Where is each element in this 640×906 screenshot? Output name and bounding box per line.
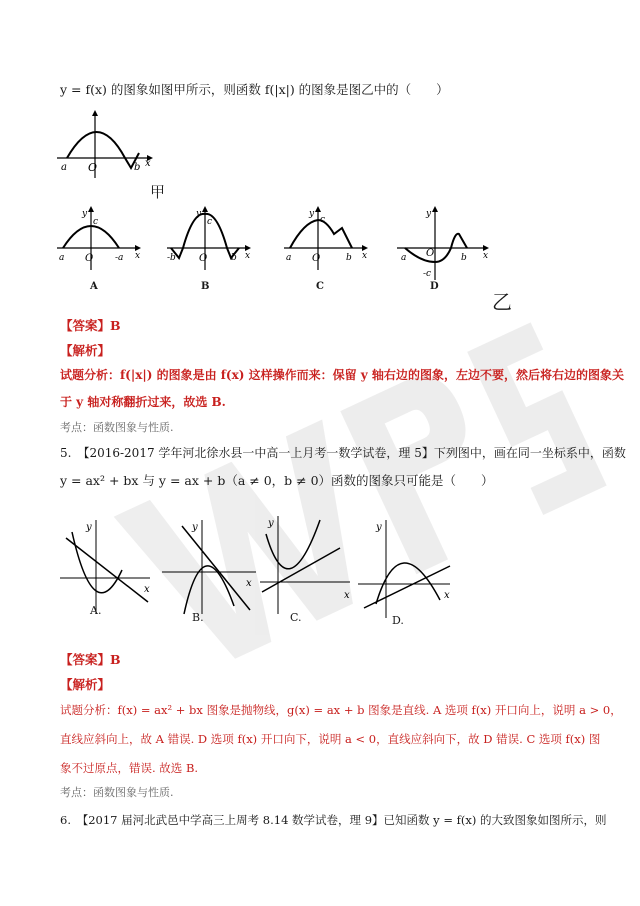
- svg-text:c: c: [320, 215, 326, 225]
- svg-text:a: a: [401, 253, 407, 263]
- svg-text:x: x: [444, 590, 450, 601]
- svg-text:y: y: [309, 209, 315, 219]
- q5-stem-line1: 5. 【2016-2017 学年河北徐水县一中高一上月考一数学试卷，理 5】下列图中，画在同一坐标系中，函数: [60, 446, 626, 460]
- q5-kaodian: 考点：函数图象与性质.: [60, 786, 174, 799]
- option-b-label: B: [201, 281, 210, 292]
- figure-jia: [55, 108, 165, 183]
- q5-analysis-heading: 【解析】: [60, 677, 111, 692]
- q5-analysis-line3: 象不过原点，错误. 故选 B.: [60, 761, 199, 775]
- svg-text:x: x: [344, 590, 350, 601]
- q5-figure-c: [258, 510, 363, 620]
- svg-text:b: b: [231, 253, 237, 263]
- q4-kaodian: 考点：函数图象与性质.: [60, 421, 174, 434]
- q5-option-a: A.: [90, 604, 102, 617]
- svg-text:a: a: [286, 253, 292, 263]
- svg-text:a: a: [59, 253, 65, 263]
- svg-text:c: c: [207, 217, 213, 227]
- jia-b-label: b: [134, 162, 141, 173]
- q4-stem: y = f(x) 的图象如图甲所示，则函数 f(|x|) 的图象是图乙中的（ ）: [60, 82, 449, 97]
- svg-text:-c: -c: [423, 269, 432, 279]
- figure-option-a: [55, 204, 145, 274]
- svg-text:c: c: [93, 217, 99, 227]
- svg-text:y: y: [376, 522, 382, 533]
- q5-option-d: D.: [392, 614, 404, 627]
- q5-stem-line2: y = ax² + bx 与 y = ax + b（a ≠ 0，b ≠ 0）函数的图象只可能是（ ）: [60, 473, 494, 488]
- q5-answer: 【答案】B: [60, 652, 121, 667]
- svg-text:y: y: [86, 522, 92, 533]
- q4-analysis-line2: 于 y 轴对称翻折过来，故选 B.: [60, 395, 226, 409]
- figure-option-d: [395, 204, 495, 284]
- option-c-label: C: [316, 281, 324, 292]
- fig-yi-label: 乙: [492, 290, 512, 314]
- svg-text:x: x: [144, 584, 150, 595]
- svg-text:O: O: [426, 248, 435, 259]
- q6-stem: 6. 【2017 届河北武邑中学高三上周考 8.14 数学试卷，理 9】已知函数 y = f(x) 的大致图象如图所示，则: [60, 813, 607, 827]
- svg-text:x: x: [135, 251, 141, 261]
- q5-figure-a: [58, 510, 163, 620]
- jia-x-label: x: [145, 158, 151, 169]
- svg-text:O: O: [312, 253, 321, 264]
- jia-a-label: a: [61, 162, 67, 173]
- q5-option-c: C.: [290, 611, 302, 624]
- fig-jia-label: 甲: [150, 183, 166, 201]
- svg-text:x: x: [362, 251, 368, 261]
- option-d-label: D: [430, 281, 439, 292]
- q5-option-b: B.: [192, 611, 204, 624]
- svg-text:-b: -b: [167, 253, 176, 263]
- svg-text:y: y: [192, 522, 198, 533]
- svg-text:b: b: [461, 253, 467, 263]
- svg-text:b: b: [346, 253, 352, 263]
- q5-analysis-line1: 试题分析：f(x) = ax² + bx 图象是抛物线，g(x) = ax + b 图象是直线. A 选项 f(x) 开口向上，说明 a > 0，: [60, 703, 622, 717]
- svg-text:x: x: [245, 251, 251, 261]
- q5-analysis-line2: 直线应斜向上，故 A 错误. D 选项 f(x) 开口向下，说明 a < 0，直线应斜向下，故 D 错误. C 选项 f(x) 图: [60, 732, 601, 746]
- svg-text:x: x: [246, 578, 252, 589]
- svg-text:y: y: [268, 518, 274, 529]
- svg-text:x: x: [483, 251, 489, 261]
- option-a-label: A: [90, 281, 98, 292]
- figure-option-b: [165, 204, 255, 274]
- svg-text:O: O: [85, 253, 94, 264]
- svg-text:y: y: [196, 209, 202, 219]
- q4-analysis-line1: 试题分析：f(|x|) 的图象是由 f(x) 这样操作而来：保留 y 轴右边的图象，左边不要，然后将右边的图象关: [60, 368, 624, 382]
- svg-text:y: y: [82, 209, 88, 219]
- q4-analysis-heading: 【解析】: [60, 343, 111, 358]
- q5-figure-d: [356, 514, 461, 624]
- q4-answer: 【答案】B: [60, 318, 121, 333]
- svg-text:O: O: [199, 253, 208, 264]
- figure-option-c: [282, 204, 372, 274]
- svg-text:-a: -a: [115, 253, 124, 263]
- svg-text:y: y: [426, 209, 432, 219]
- q5-figure-b: [160, 510, 265, 620]
- jia-o-label: O: [88, 161, 98, 174]
